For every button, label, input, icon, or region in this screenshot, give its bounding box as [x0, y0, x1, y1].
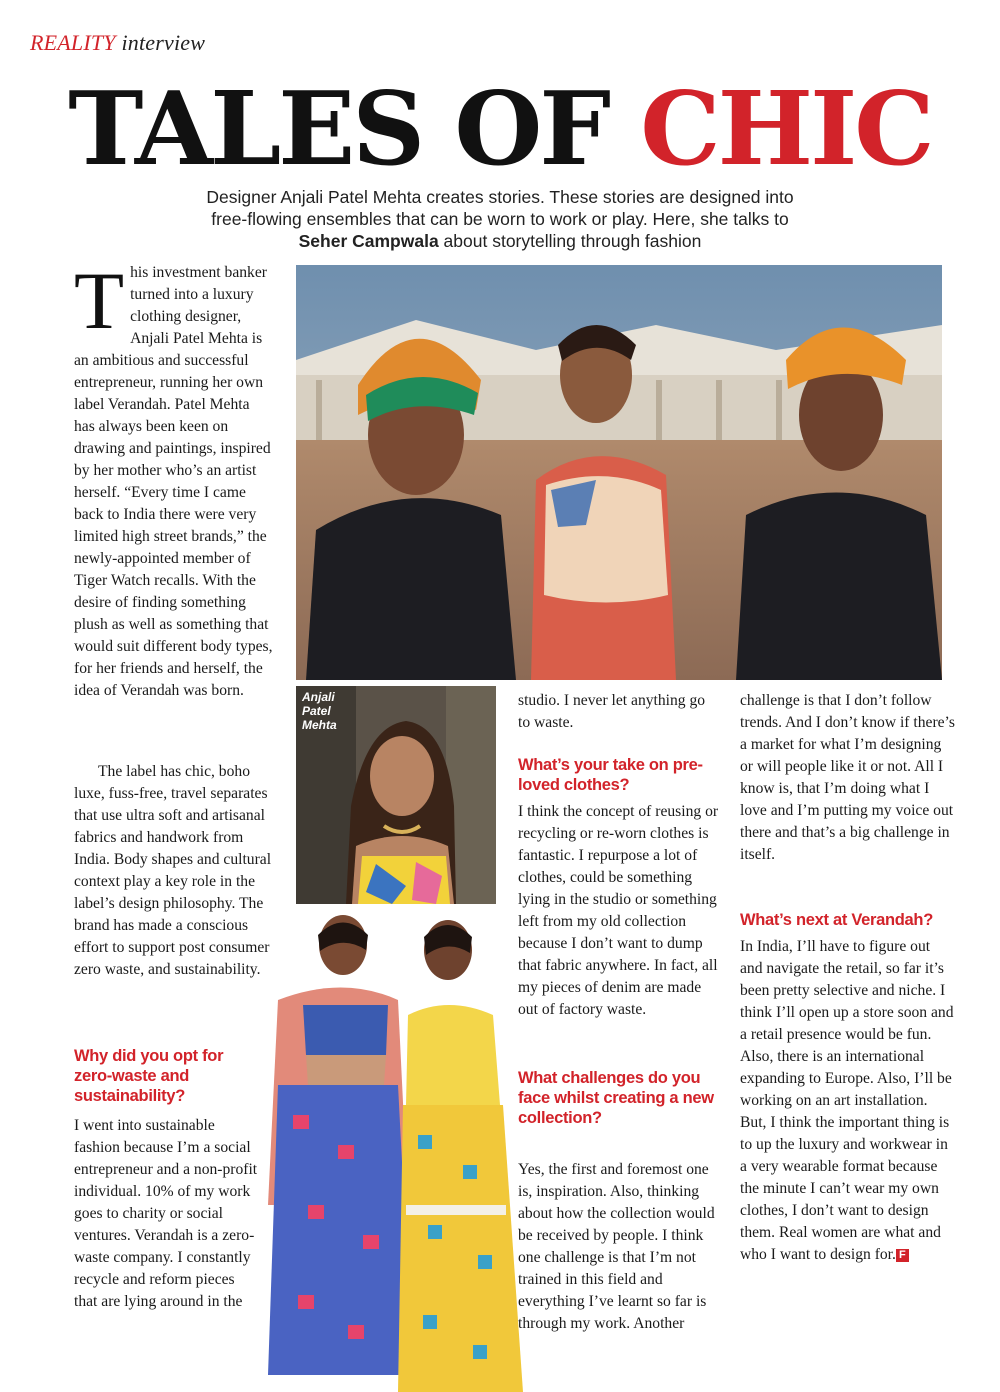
intro-paragraph-2: The label has chic, boho luxe, fuss-free, travel separates that use ultra soft and artisanal fabrics and handwork from India. Body shapes and cultural context play a key role in the label’s design philosophy. The brand has made a conscious effort to support post consumer zero waste, and sustainability.: [74, 763, 272, 978]
question-whats-next: What’s next at Verandah?: [740, 911, 933, 929]
photo-caption: [302, 690, 337, 732]
standfirst-line3: about storytelling through fashion: [438, 231, 702, 251]
drop-cap: T: [74, 255, 125, 346]
caption-line2: Patel: [302, 704, 331, 718]
answer-whats-next: [740, 936, 955, 1266]
question-zero-waste: Why did you opt for zero-waste and sustainability?: [74, 1047, 224, 1105]
section-label-interview: interview: [121, 30, 206, 55]
standfirst-line2: free-flowing ensembles that can be worn to work or play. Here, she talks to: [211, 209, 789, 229]
main-photo: [296, 265, 942, 680]
answer-whats-next-text: In India, I’ll have to figure out and navigate the retail, so far it’s been pretty selective and niche. I think I’ll open up a store soon and a retail presence would be fun. Also, there is an international expanding to Europe. Also, I’ll be working on an art installation. But, I think the important thing is to up the luxury and workwear in a very wearable format because the minute I can’t wear my own clothes, I don’t want to design them. Real women are what and who I want to design for.: [740, 938, 954, 1263]
headline-part2: CHIC: [640, 69, 932, 188]
end-mark-icon: F: [896, 1249, 909, 1262]
answer-zero-waste-cont: studio. I never let anything go to waste.: [518, 692, 706, 731]
question-pre-loved: What’s your take on pre-loved clothes?: [518, 756, 703, 794]
intro-text: his investment banker turned into a luxury clothing designer, Anjali Patel Mehta is an ambitious and successful entrepreneur, running her own label Verandah. Patel Mehta has always been keen on drawing and paintings, inspired by her mother who’s an artist herself. “Every time I came back to India there were very limited high street brands,” the newly-appointed member of Tiger Watch recalls. With the desire of finding something plush as well as something that would suit different body types, for her friends and herself, the idea of Verandah was born.: [74, 264, 273, 699]
models-illustration: [248, 905, 548, 1392]
caption-line3: Mehta: [302, 718, 337, 732]
answer-challenges: Yes, the first and foremost one is, inspiration. Also, thinking about how the collection would be received by people. I think one challenge is that I’m not trained in this field and everything I’ve learnt so far is through my work. Another: [518, 1161, 715, 1332]
author-name: Seher Campwala: [298, 231, 439, 251]
headline-part1: TALES OF: [68, 69, 641, 188]
caption-line1: Anjali: [302, 690, 335, 704]
headline: [40, 69, 960, 188]
question-challenges: What challenges do you face whilst creating a new collection?: [518, 1069, 714, 1127]
intro-paragraph: [74, 255, 274, 702]
standfirst: [120, 186, 880, 252]
section-label-reality: REALITY: [30, 30, 116, 55]
answer-pre-loved: I think the concept of reusing or recycling or re-worn clothes is fantastic. I repurpose a lot of clothes, could be something lying in the studio or something left from my old collection because I don’t want to dump that fabric anywhere. In fact, all my pieces of denim are made out of factory waste.: [518, 803, 719, 1018]
section-label: [30, 30, 205, 56]
standfirst-line1: Designer Anjali Patel Mehta creates stories. These stories are designed into: [206, 187, 794, 207]
models-photo: [248, 905, 548, 1392]
main-photo-illustration: [296, 265, 942, 680]
answer-zero-waste: I went into sustainable fashion because I’m a social entrepreneur and a non-profit individual. 10% of my work goes to charity or social ventures. Verandah is a zero-waste company. I constantly recycle and reform pieces that are lying around in the: [74, 1117, 258, 1310]
answer-challenges-cont: challenge is that I don’t follow trends. And I don’t know if there’s a market for what I’m designing or will people like it or not. All I know is, that I’m doing what I love and I’m putting my voice out there and that’s a big challenge in itself.: [740, 692, 955, 863]
